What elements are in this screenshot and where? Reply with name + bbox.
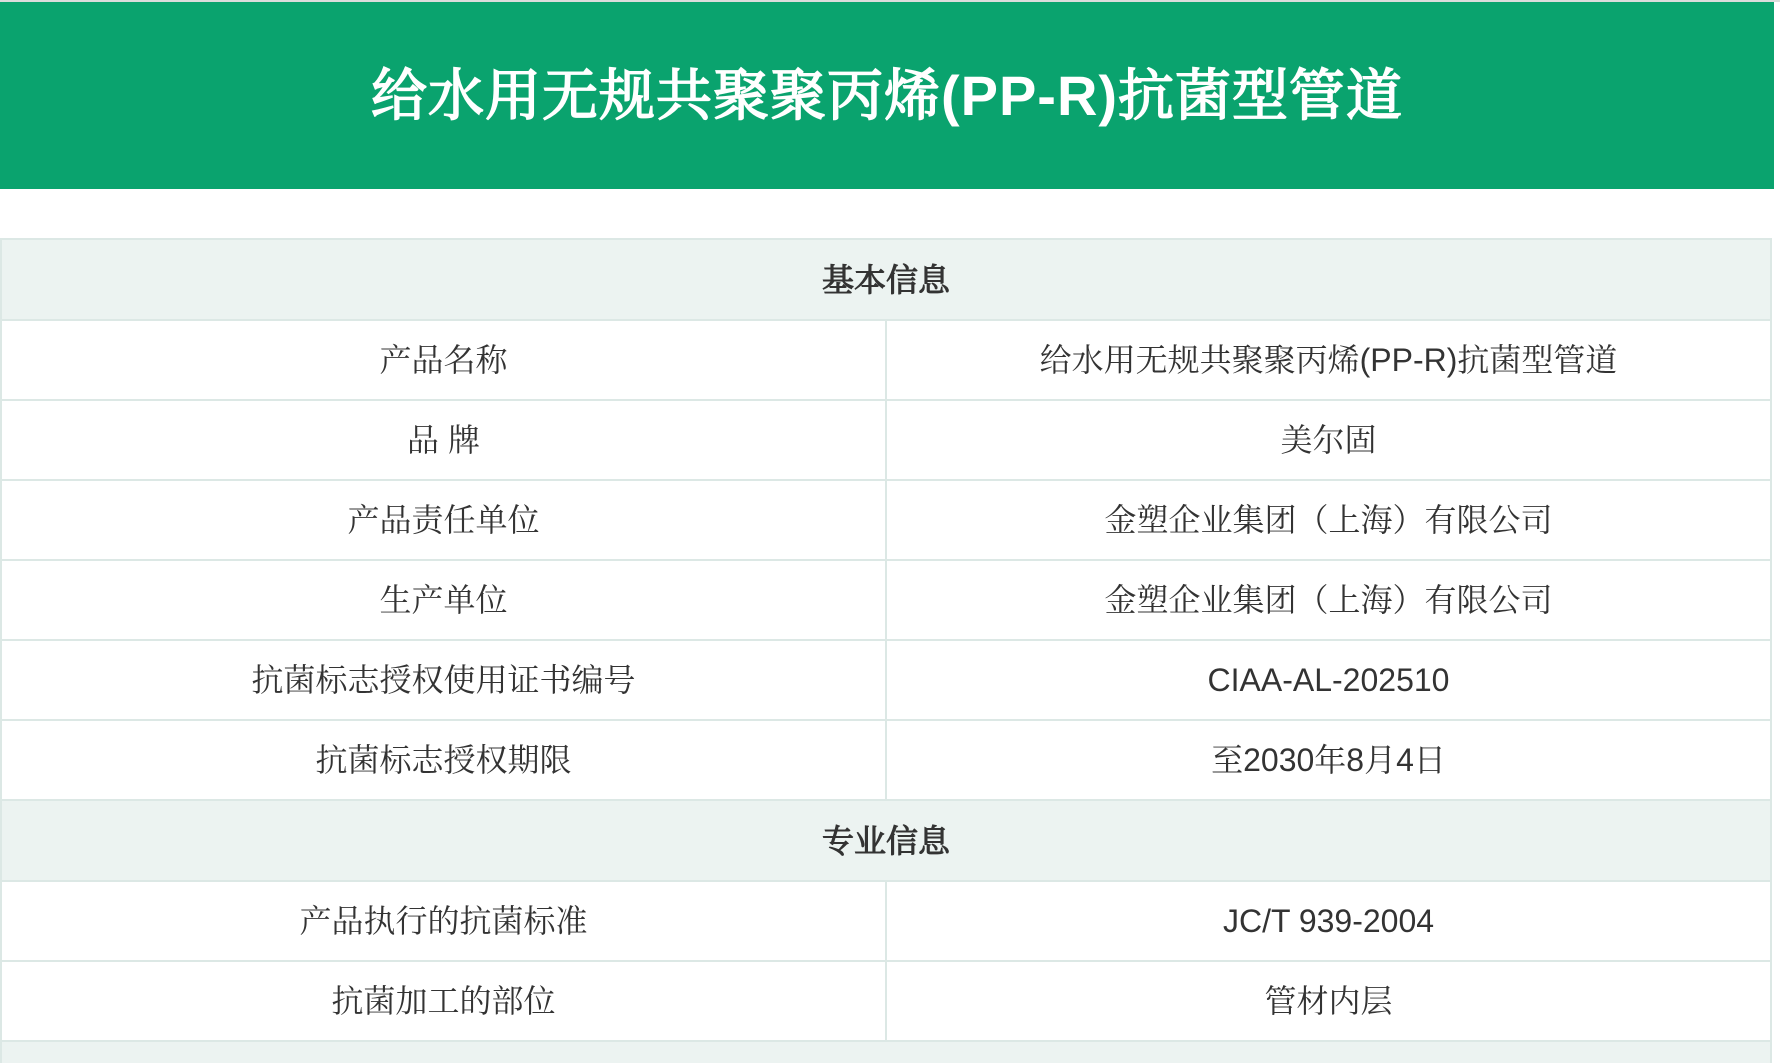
page-title: 给水用无规共聚聚丙烯(PP-R)抗菌型管道 bbox=[370, 63, 1404, 127]
row-value-antibacterial-standard: JC/T 939-2004 bbox=[886, 881, 1771, 961]
row-value-product-name: 给水用无规共聚聚丙烯(PP-R)抗菌型管道 bbox=[886, 320, 1771, 400]
section-header-clipped bbox=[1, 1041, 1771, 1063]
row-label-treated-part: 抗菌加工的部位 bbox=[1, 961, 886, 1041]
row-value-treated-part: 管材内层 bbox=[886, 961, 1771, 1041]
row-label-manufacturer: 生产单位 bbox=[1, 560, 886, 640]
product-info-table bbox=[0, 238, 1772, 1063]
row-value-certificate-number: CIAA-AL-202510 bbox=[886, 640, 1771, 720]
table-row-antibacterial-standard bbox=[1, 881, 1771, 961]
row-value-brand: 美尔固 bbox=[886, 400, 1771, 480]
table-row-treated-part bbox=[1, 961, 1771, 1041]
table-row-brand bbox=[1, 400, 1771, 480]
section-title-basic-info: 基本信息 bbox=[1, 239, 1771, 320]
row-label-antibacterial-standard: 产品执行的抗菌标准 bbox=[1, 881, 886, 961]
section-header-professional-info bbox=[1, 800, 1771, 881]
row-label-authorization-period: 抗菌标志授权期限 bbox=[1, 720, 886, 800]
table-row-responsible-company bbox=[1, 480, 1771, 560]
row-label-product-name: 产品名称 bbox=[1, 320, 886, 400]
section-header-basic-info bbox=[1, 239, 1771, 320]
table-row-authorization-period bbox=[1, 720, 1771, 800]
row-label-brand: 品 牌 bbox=[1, 400, 886, 480]
row-value-manufacturer: 金塑企业集团（上海）有限公司 bbox=[886, 560, 1771, 640]
row-label-certificate-number: 抗菌标志授权使用证书编号 bbox=[1, 640, 886, 720]
section-title-professional-info: 专业信息 bbox=[1, 800, 1771, 881]
page-header-banner bbox=[0, 2, 1774, 189]
row-label-responsible-company: 产品责任单位 bbox=[1, 480, 886, 560]
table-row-manufacturer bbox=[1, 560, 1771, 640]
row-value-responsible-company: 金塑企业集团（上海）有限公司 bbox=[886, 480, 1771, 560]
content-wrap bbox=[0, 2, 1774, 1063]
table-row-certificate-number bbox=[1, 640, 1771, 720]
section-title-clipped bbox=[1, 1041, 1771, 1063]
row-value-authorization-period: 至2030年8月4日 bbox=[886, 720, 1771, 800]
table-row-product-name bbox=[1, 320, 1771, 400]
